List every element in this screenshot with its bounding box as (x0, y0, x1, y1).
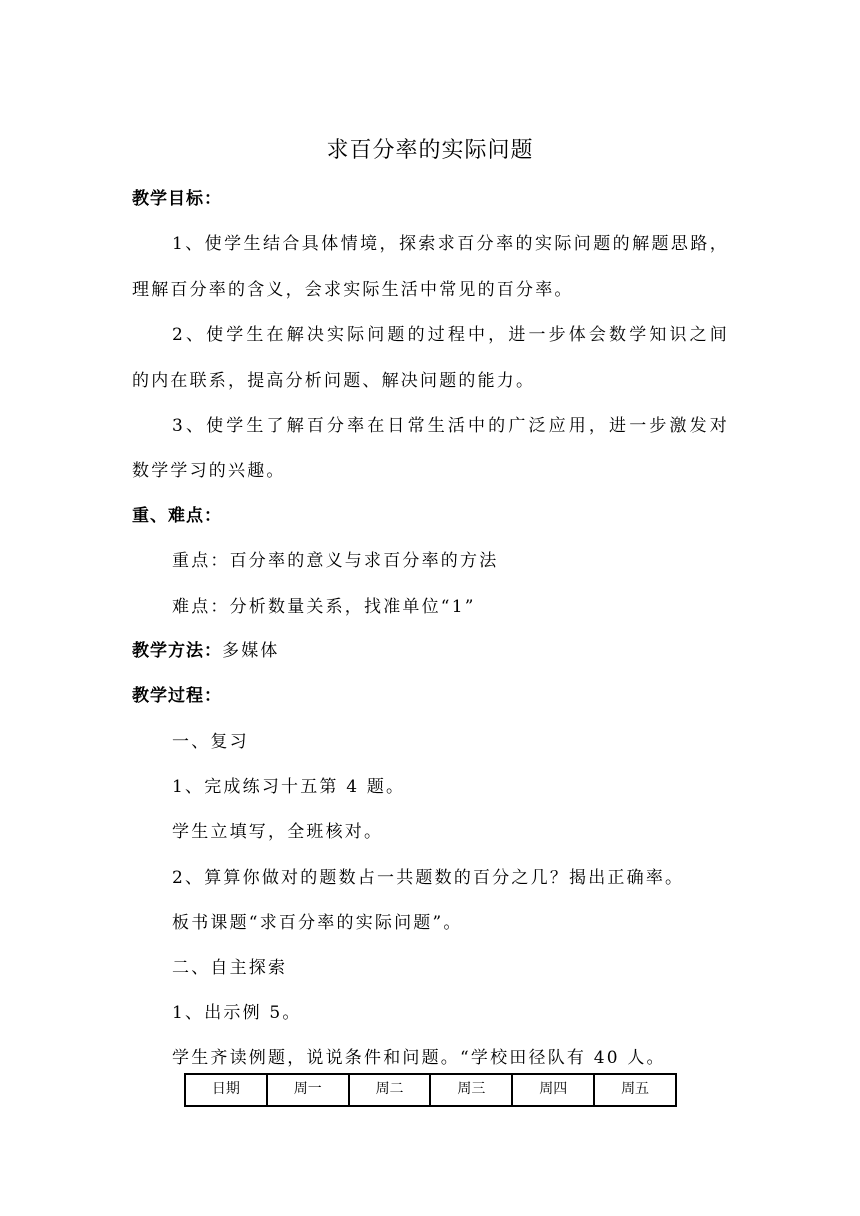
difficult-point: 难点：分析数量关系，找准单位“1” (172, 597, 476, 617)
process-line: 二、自主探索 (172, 958, 288, 978)
table-header-row (185, 1074, 676, 1106)
objective-3-line-1: 3、使学生了解百分率在日常生活中的广泛应用，进一步激发对 (172, 416, 729, 436)
table-header-cell: 日期 (185, 1074, 267, 1106)
table-header-cell: 周一 (267, 1074, 349, 1106)
key-point: 重点：百分率的意义与求百分率的方法 (172, 551, 499, 571)
process-heading: 教学过程： (132, 686, 222, 706)
table-header-cell: 周四 (512, 1074, 594, 1106)
method-heading: 教学方法： (132, 641, 222, 661)
objective-1-line-1: 1、使学生结合具体情境，探索求百分率的实际问题的解题思路， (172, 234, 729, 254)
process-line: 板书课题“求百分率的实际问题”。 (172, 913, 463, 933)
document-title: 求百分率的实际问题 (326, 138, 534, 163)
objective-2-line-2: 的内在联系，提高分析问题、解决问题的能力。 (132, 371, 536, 391)
process-line: 1、完成练习十五第 4 题。 (172, 777, 406, 797)
method-line (132, 636, 280, 661)
process-line: 学生立填写，全班核对。 (172, 822, 384, 842)
method-value: 多媒体 (222, 641, 280, 661)
process-line: 一、复习 (172, 732, 249, 752)
attendance-table (184, 1073, 677, 1107)
process-line: 学生齐读例题，说说条件和问题。“学校田径队有 40 人。 (172, 1048, 666, 1068)
table-header-cell: 周二 (349, 1074, 431, 1106)
objective-1-line-2: 理解百分率的含义，会求实际生活中常见的百分率。 (132, 280, 574, 300)
key-points-heading: 重、难点： (132, 506, 222, 526)
process-line: 2、算算你做对的题数占一共题数的百分之几？揭出正确率。 (172, 868, 685, 888)
objectives-heading: 教学目标： (132, 189, 222, 209)
table-header-cell: 周五 (594, 1074, 676, 1106)
table-header-cell: 周三 (430, 1074, 512, 1106)
objective-2-line-1: 2、使学生在解决实际问题的过程中，进一步体会数学知识之间 (172, 325, 729, 345)
process-line: 1、出示例 5。 (172, 1003, 302, 1023)
objective-3-line-2: 数学学习的兴趣。 (132, 461, 286, 481)
